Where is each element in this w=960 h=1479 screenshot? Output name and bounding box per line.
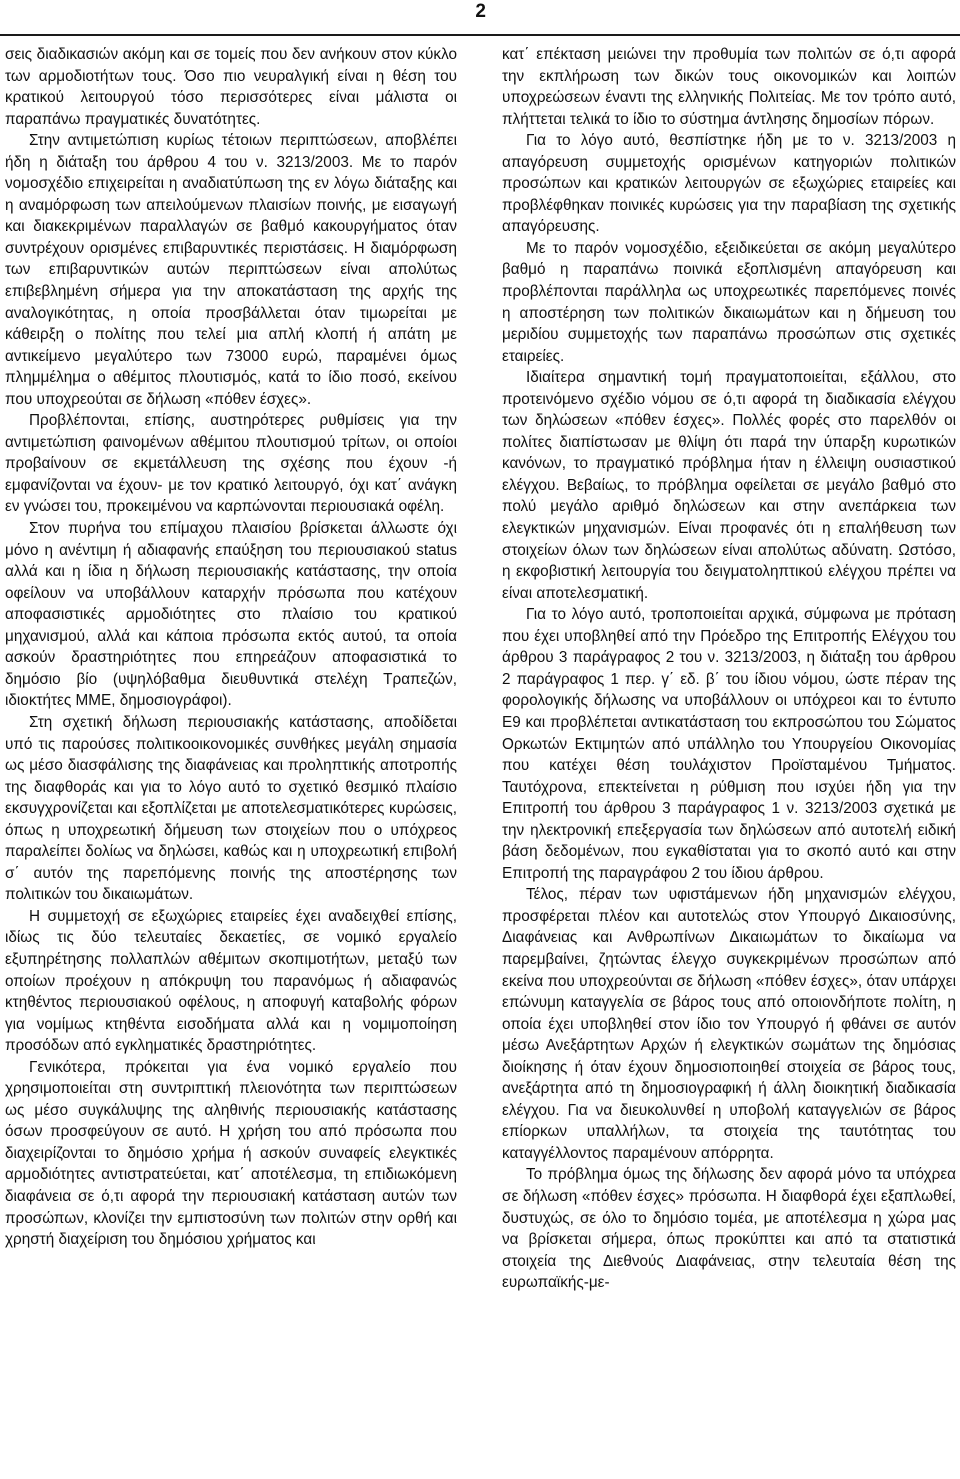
paragraph: Στην αντιμετώπιση κυρίως τέτοιων περιπτώσεων, αποβλέπει ήδη η διάταξη του άρθρου 4 του ν. 3213/2003. Με το παρόν νομοσχέδιο επιχειρείται η αναδιατύπωση της εν λόγω διάταξης και η αναμόρφωση των απειλούμενων πλαισίων ποινής, με εισαγωγή και διακεκριμένων παραλλαγών σε βαθμό κακουργήματος όταν συντρέχουν ορισμένες επιβαρυντικές περιστάσεις. Η διαμόρφωση των επιβαρυντικών αυτών περιπτώσεων είναι απολύτως επιβεβλημένη σήμερα για την αποκατάσταση της αρχής της αναλογικότητας, η οποία προσβάλλεται όταν τιμωρείται με κάθειρξη ο πολίτης που τελεί μια απλή κλοπή ή απάτη με αντικείμενο μεγαλύτερο των 73000 ευρώ, παραμένει όμως πλημμέλημα ο αθέμιτος πλουτισμός, κατά το ίδιο ποσό, εκείνου που υποχρεούται σε δήλωση «πόθεν έσχες».	[5, 132, 457, 408]
paragraph: Με το παρόν νομοσχέδιο, εξειδικεύεται σε ακόμη μεγαλύτερο βαθμό η παραπάνω ποινικά εξοπλισμένη απαγόρευση και προβλέπονται παράλληλα ως υποχρεωτικές παρεπόμενες ποινές η αποστέρηση των πολιτικών δικαιωμάτων και η δήμευση του μεριδίου συμμετοχής των παραπάνω προσώπων στις σχετικές εταιρείες.	[502, 239, 956, 365]
header-rule	[0, 34, 960, 36]
paragraph: Ιδιαίτερα σημαντική τομή πραγματοποιείται, εξάλλου, στο προτεινόμενο σχέδιο νόμου σε ό,τι αφορά τη διαδικασία ελέγχου των δηλώσεων «πόθεν έσχες». Πολλές φορές στο παρελθόν οι πολίτες διαπίστωσαν με θλίψη ότι παρά την ύπαρξη κυρωτικών κανόνων, το πραγματικό πρόβλημα ήταν η έλλειψη ουσιαστικού ελέγχου. Βεβαίως, το πρόβλημα οφείλεται σε μεγάλο βαθμό στο πολύ μεγάλο αριθμό δηλώσεων και στην ανεπάρκεια των ελεγκτικών μηχανισμών. Είναι προφανές ότι η επαλήθευση των στοιχείων όλων των δηλώσεων είναι απολύτως αδύνατη. Ωστόσο, η εκφοβιστική λειτουργία του δειγματοληπτικού ελέγχου πρέπει να είναι αποτελεσματική.	[502, 369, 956, 602]
left-column	[5, 44, 457, 1251]
right-column	[502, 44, 956, 1294]
paragraph: Προβλέπονται, επίσης, αυστηρότερες ρυθμίσεις για την αντιμετώπιση φαινομένων αθέμιτου πλουτισμού τρίτων, οι οποίοι προβαίνουν σε εκμετάλλευση της σχέσης που έχουν -ή εμφανίζονται να έχουν- με τον κρατικό λειτουργό, όχι κατ΄ ανάγκη εν γνώσει του, προκειμένου να καρπώνονται περιουσιακά οφέλη.	[5, 412, 457, 516]
paragraph: Γενικότερα, πρόκειται για ένα νομικό εργαλείο που χρησιμοποιείται στη συντριπτική πλειονότητα των περιπτώσεων ως μέσο συγκάλυψης της αληθινής περιουσιακής κατάστασης όσων προσφεύγουν σε αυτό. Η χρήση του από πρόσωπα που διαχειρίζονται το δημόσιο χρήμα ή ασκούν συναφείς ελεγκτικές αρμοδιότητες αντιστρατεύεται, κατ΄ αποτέλεσμα, τη επιδιωκόμενη διαφάνεια σε ό,τι αφορά την περιουσιακή κατάσταση αυτών των προσώπων, κλονίζει την εμπιστοσύνη των πολιτών στην ορθή και χρηστή διαχείριση του δημόσιου χρήματος και	[5, 1058, 457, 1249]
paragraph: κατ΄ επέκταση μειώνει την προθυμία των πολιτών σε ό,τι αφορά την εκπλήρωση των δικών τους οικονομικών και λοιπών υποχρεώσεων έναντι της ελληνικής Πολιτείας. Με τον τρόπο αυτό, πλήττεται τελικά το ίδιο το σύστημα άντλησης δημοσίων πόρων.	[502, 46, 956, 128]
page-number: 2	[475, 1, 486, 22]
paragraph: Το πρόβλημα όμως της δήλωσης δεν αφορά μόνο τα υπόχρεα σε δήλωση «πόθεν έσχες» πρόσωπα. Η διαφθορά έχει εξαπλωθεί, δυστυχώς, σε όλο το δημόσιο τομέα, με αποτέλεσμα η χώρα μας να βρίσκεται σήμερα, όπως προκύπτει και από τα στατιστικά στοιχεία της Διεθνούς Διαφάνειας, στην τελευταία θέση της ευρωπαϊκής-με-	[502, 1166, 956, 1292]
paragraph: Τέλος, πέραν των υφιστάμενων ήδη μηχανισμών ελέγχου, προσφέρεται πλέον και αυτοτελώς στον Υπουργό Δικαιοσύνης, Διαφάνειας και Ανθρωπίνων Δικαιωμάτων το δικαίωμα να παρεμβαίνει, ζητώντας έλεγχο συγκεκριμένων προσώπων από εκείνα που υποχρεούνται σε δήλωση «πόθεν έσχες», όταν υπάρχει επώνυμη καταγγελία σε βάρος τους από οποιονδήποτε πολίτη, η οποία έχει υποβληθεί στον ίδιο τον Υπουργό ή φθάνει σε αυτόν μέσω Ανεξάρτητων Αρχών ή ελεγκτικών σωμάτων της δημόσιας διοίκησης ή όταν έχουν δημοσιοποιηθεί στοιχεία σε βάρος τους, ανεξάρτητα από τη δημοσιογραφική ή άλλη διοικητική διαδικασία ελέγχου. Για να διευκολυνθεί η υποβολή καταγγελιών σε βάρος επίορκων υπαλλήλων, τα στοιχεία της ταυτότητας του καταγγέλλοντος παραμένουν απόρρητα.	[502, 886, 956, 1162]
paragraph: σεις διαδικασιών ακόμη και σε τομείς που δεν ανήκουν στον κύκλο των αρμοδιοτήτων τους. Όσο πιο νευραλγική είναι η θέση του κρατικού λειτουργού τόσο περισσότερες είναι μάλιστα οι παραπάνω πραγματικές δυνατότητες.	[5, 46, 457, 128]
paragraph: Στον πυρήνα του επίμαχου πλαισίου βρίσκεται άλλωστε όχι μόνο η ανέντιμη ή αδιαφανής επαύξηση του περιουσιακού status αλλά και η ίδια η δήλωση περιουσιακής κατάστασης, την οποία οφείλουν να υποβάλλουν καταρχήν πρόσωπα που κατέχουν αποφασιστικές αρμοδιότητες στο πλαίσιο του κρατικού μηχανισμού, αλλά και κάποια πρόσωπα εκτός αυτού, τα οποία ασκούν δραστηριότητες που επηρεάζουν αποφασιστικά το δημόσιο βίο (υψηλόβαθμα διευθυντικά στελέχη Τραπεζών, ιδιοκτήτες ΜΜΕ, δημοσιογράφοι).	[5, 520, 457, 710]
page-header	[0, 0, 960, 36]
paragraph: Για το λόγο αυτό, θεσπίστηκε ήδη με το ν. 3213/2003 η απαγόρευση συμμετοχής ορισμένων κατηγοριών πολιτικών προσώπων και κρατικών λειτουργών σε εξωχώριες εταιρείες και προβλέφθηκαν ποινικές κυρώσεις για την παραβίαση της σχετικής απαγόρευσης.	[502, 132, 956, 236]
paragraph: Η συμμετοχή σε εξωχώριες εταιρείες έχει αναδειχθεί επίσης, ιδίως τις δύο τελευταίες δεκαετίες, σε νομικό εργαλείο εξυπηρέτησης πολλαπλών αθέμιτων σκοπιμοτήτων, μεταξύ των οποίων προέχουν η απόκρυψη του παρανόμως ή αδιαφανώς κτηθέντος περιουσιακού οφέλους, η αποφυγή καταβολής φόρων για νομίμως κτηθέντα εισοδήματα αλλά και η νομιμοποίηση προσόδων από εγκληματικές δραστηριότητες.	[5, 907, 457, 1055]
paragraph: Στη σχετική δήλωση περιουσιακής κατάστασης, αποδίδεται υπό τις παρούσες πολιτικοοικονομικές συνθήκες μεγάλη σημασία ως μέσο διασφάλισης της διαφάνειας και προληπτικής αποτροπής της διαφθοράς και για το λόγο αυτό το σχετικό θεσμικό πλαίσιο εκσυγχρονίζεται και εξοπλίζεται με αποτελεσματικότερες κυρώσεις, όπως η υποχρεωτική δήμευση των στοιχείων που ο υπόχρεος παραλείπει δολίως να δηλώσει, καθώς και η υποχρεωτική επιβολή σ΄ αυτόν της παρεπόμενης ποινής της αποστέρησης των πολιτικών του δικαιωμάτων.	[5, 713, 457, 904]
paragraph: Για το λόγο αυτό, τροποποιείται αρχικά, σύμφωνα με πρόταση που έχει υποβληθεί από την Πρόεδρο της Επιτροπής Ελέγχου του άρθρου 3 παράγραφος 2 του ν. 3213/2003, η διάταξη του άρθρου 2 παράγραφος 1 περ. γ΄ εδ. β΄ του ίδιου νόμου, ώστε πέραν της φορολογικής δήλωσης να υποβάλλουν οι υπόχρεοι και το έντυπο Ε9 και προβλέπεται αντικατάσταση του εκπροσώπου του Σώματος Ορκωτών Εκτιμητών από υπάλληλο του Υπουργείου Οικονομίας που κατέχει θέση τουλάχιστον Προϊσταμένου Τμήματος. Ταυτόχρονα, επεκτείνεται η ρύθμιση που ισχύει ήδη για την Επιτροπή του άρθρου 3 παράγραφος 1 ν. 3213/2003 σχετικά με την ηλεκτρονική επεξεργασία των δηλώσεων από αυτοτελή ειδική βάση δεδομένων, που εγκαθίσταται για το σκοπό αυτό και στην Επιτροπή της παραγράφου 2 του ίδιου άρθρου.	[502, 606, 956, 882]
